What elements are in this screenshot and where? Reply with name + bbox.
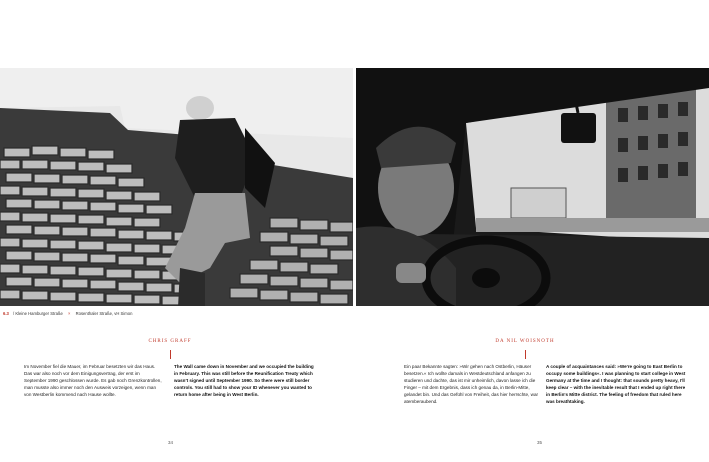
english-text-left: The Wall came down in November and we occupied the building in February. This was still before the Reunification Treaty which wasn't signed until September 1990. So there were still border controls. You still had to show your ID whenever you wanted to return home after being in West Berlin. bbox=[174, 364, 314, 398]
divider-tick-right bbox=[525, 350, 526, 359]
photo-caption bbox=[3, 311, 132, 316]
german-text-right: Ein paar Bekannte sagten: »Wir gehen nach Ostberlin, Häuser besetzen.« Ich wollte damals in Westdeutschland anfangen zu studieren und dachte, das ist mir unheimlich, davon lasse ich die Finger – mit dem Ergebnis, dass ich genau da, in Berlin-Mitte, gelandet bin. Und das Gefühl von Freiheit, das hier herrschte, war atemberaubend. bbox=[404, 364, 539, 405]
caption-separator: × bbox=[67, 311, 71, 316]
page-number-right: 35 bbox=[537, 440, 543, 445]
divider-tick-left bbox=[170, 350, 171, 359]
page-number-left: 34 bbox=[168, 440, 174, 445]
author-right: DA NIL WOISNOTH bbox=[495, 339, 555, 344]
author-left: CHRIS GRAFF bbox=[148, 339, 192, 344]
photo-van-driver bbox=[356, 68, 709, 306]
caption-text-b: Rosenthaler Straße, vH Simon bbox=[75, 311, 133, 316]
caption-number: 6.3 bbox=[3, 311, 9, 316]
van-driver-illustration bbox=[356, 68, 709, 306]
photo-wall-climber bbox=[0, 68, 353, 306]
english-text-right: A couple of acquaintances said: »We're going to East Berlin to occupy some buildings«. I was planning to start college in West Germany at the time and I thought: that sounds pretty heavy, I'll keep clear – with the inevitable result that I ended up right there in Berlin's Mitte district. The feeling of freedom that ruled here was breathtaking. bbox=[546, 364, 686, 405]
wall-climber-illustration bbox=[0, 68, 353, 306]
german-text-left: Im November fiel die Mauer, im Februar besetzten wir das Haus. Das war also noch vor dem Einigungsvertrag, der erst im September 1990 geschlossen wurde. Es gab noch Grenzkontrollen, man musste also immer noch den Ausweis vorzeigen, wenn man von Westberlin kommend nach Hause wollte. bbox=[24, 364, 162, 398]
caption-text-a: / Kleine Hamburger Straße bbox=[13, 311, 63, 316]
